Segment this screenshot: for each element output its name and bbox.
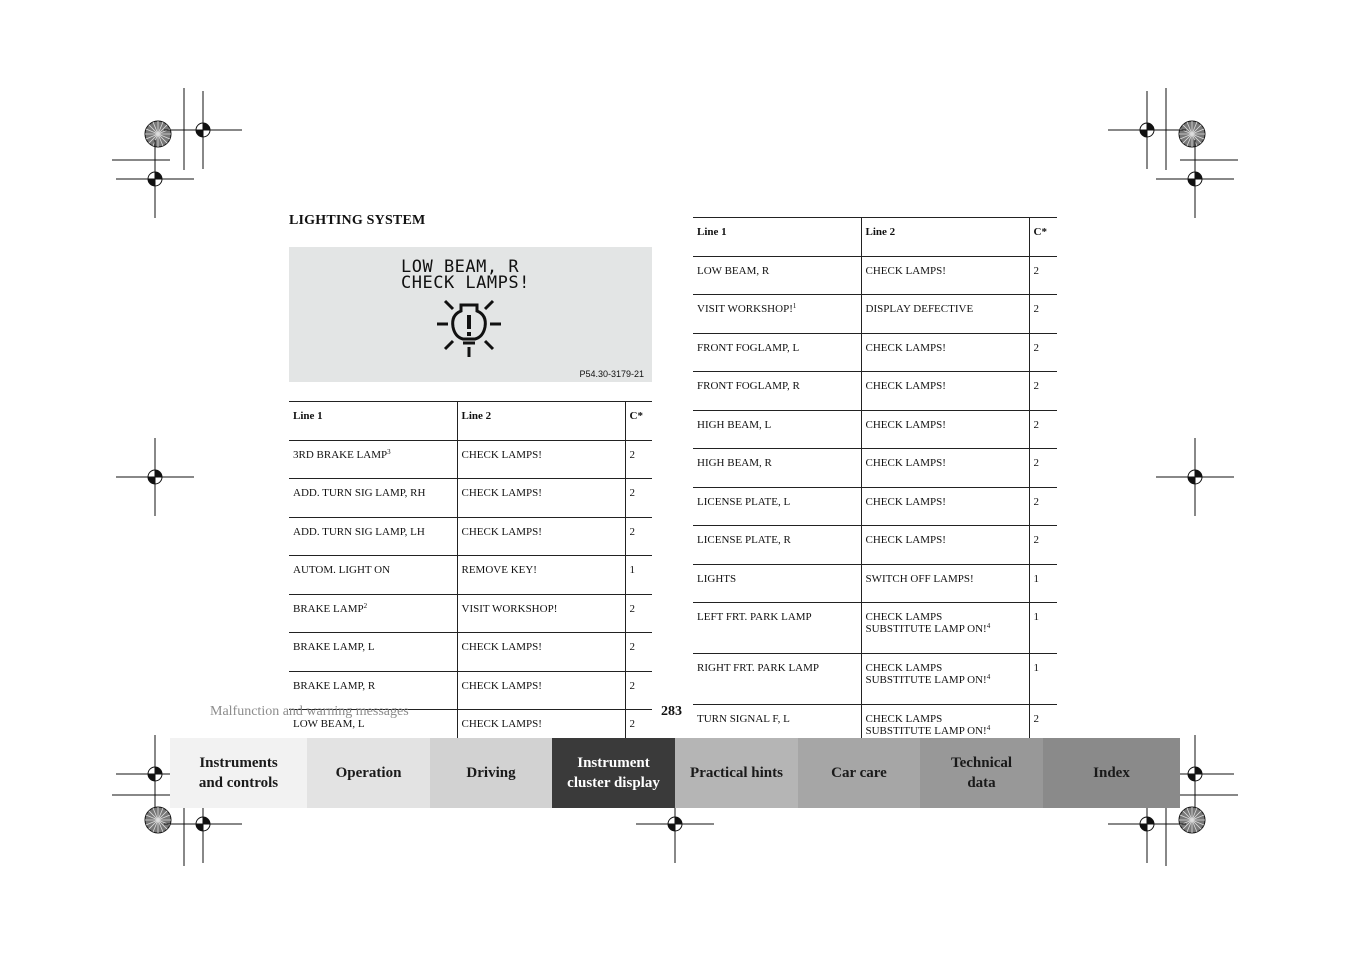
cell-c [625,556,652,595]
line-2-text: CHECK LAMPS! [865,341,946,354]
tab-label-line-1: Practical hints [690,765,783,781]
tab-label-line-2: and controls [198,775,279,791]
table-row [289,440,652,479]
line-1-text: FRONT FOGLAMP, R [697,380,800,392]
tab-label [1093,763,1130,783]
cell-line-1 [693,256,861,295]
cell-line-2 [457,517,625,556]
line-2-continued-text: SUBSTITUTE LAMP ON! [865,725,987,737]
table-row [693,449,1057,488]
tab-label-line-2: cluster display [567,775,660,791]
tab-label [831,763,887,783]
footnote-ref: 1 [792,302,797,310]
cell-line-2 [457,671,625,710]
chapter-tab-bar [170,738,1180,808]
c-value: 2 [1033,380,1039,392]
cell-line-1 [289,440,457,479]
c-value: 2 [629,602,635,615]
c-value: 2 [1033,713,1039,725]
table-row [693,487,1057,526]
cell-c [1029,449,1057,488]
tab-car-care[interactable] [798,738,920,808]
footnote-ref: 4 [986,673,991,681]
table-row [693,295,1057,334]
c-value: 2 [1033,495,1039,508]
cell-line-2 [861,487,1029,526]
c-value: 2 [1033,534,1039,546]
line-1-text: BRAKE LAMP [293,602,364,615]
cell-line-2 [861,295,1029,334]
display-text [401,259,530,291]
line-1-text: VISIT WORKSHOP! [697,303,793,315]
tab-label [951,753,1012,793]
line-2-text: CHECK LAMPS! [865,534,946,546]
cell-c [625,479,652,518]
c-value: 1 [1033,572,1039,585]
line-1-text: 3RD BRAKE LAMP [293,448,388,461]
table-row [289,479,652,518]
cell-line-2 [457,556,625,595]
section-title: LIGHTING SYSTEM [289,213,426,228]
tab-label-line-1: Operation [335,765,402,781]
c-value: 2 [629,525,635,538]
table-row [693,256,1057,295]
tab-practical-hints[interactable] [675,738,798,808]
table-row [693,526,1057,565]
tab-technical-data[interactable] [920,738,1043,808]
c-value: 2 [1033,418,1039,431]
c-value: 1 [629,564,635,576]
tab-label [466,763,515,783]
cell-c [625,440,652,479]
cell-line-2 [861,333,1029,372]
line-1-text: FRONT FOGLAMP, L [697,341,800,354]
tab-label-line-1: Instrument [577,755,650,771]
cell-line-1 [693,295,861,334]
cell-line-2 [861,526,1029,565]
line-2-text: CHECK LAMPS! [865,457,946,469]
c-value: 1 [1033,662,1039,674]
table-row [693,410,1057,449]
cell-c [1029,654,1057,705]
chapter-title: Malfunction and warning messages [210,704,409,719]
tab-label [336,763,402,783]
c-value: 2 [629,448,635,461]
line-1-text: BRAKE LAMP, L [293,641,375,653]
line-2-text: VISIT WORKSHOP! [461,602,558,615]
line-2-text: SWITCH OFF LAMPS! [865,572,974,585]
cell-line-2 [457,479,625,518]
c-value: 2 [1033,303,1039,315]
cell-line-2 [861,372,1029,411]
table-header-row [693,218,1057,257]
cell-line-1 [693,487,861,526]
table-row [289,556,652,595]
tab-driving[interactable] [430,738,552,808]
line-1-text: ADD. TURN SIG LAMP, RH [293,487,426,499]
cell-line-2 [861,564,1029,603]
tab-label [199,753,278,793]
line-1-text: LIGHTS [697,572,737,585]
line-1-text: HIGH BEAM, R [697,457,772,469]
header-line-1: Line 1 [693,218,861,257]
line-2-text: CHECK LAMPS! [865,495,946,508]
header-line-2: Line 2 [861,218,1029,257]
c-value: 1 [1033,611,1039,623]
tab-label-line-1: Car care [831,765,887,781]
cell-line-1 [693,603,861,654]
table-row [693,564,1057,603]
c-value: 2 [1033,264,1039,277]
footnote-ref: 2 [363,601,368,610]
table-row [693,603,1057,654]
c-value: 2 [1033,457,1039,469]
tab-operation[interactable] [307,738,430,808]
header-c: C* [625,402,652,441]
cell-line-1 [289,594,457,633]
cell-c [1029,526,1057,565]
line-1-text: AUTOM. LIGHT ON [293,564,391,576]
tab-label-line-1: Index [1093,765,1130,781]
line-1-text: TURN SIGNAL F, L [697,713,790,725]
tab-instruments-and-controls[interactable] [170,738,307,808]
line-2-text: CHECK LAMPS! [461,448,542,461]
header-line-2: Line 2 [457,402,625,441]
c-value: 2 [629,679,635,692]
line-1-text: LICENSE PLATE, L [697,495,791,508]
footnote-ref: 4 [986,622,991,630]
cell-c [1029,410,1057,449]
line-2-text: CHECK LAMPS! [865,418,946,431]
line-2-text: CHECK LAMPS! [865,380,946,392]
footnote-ref: 3 [387,447,391,456]
table-row [289,633,652,672]
tab-index[interactable] [1043,738,1180,808]
c-value: 2 [629,487,635,499]
cell-line-1 [693,333,861,372]
line-2-text: CHECK LAMPS! [461,679,542,692]
c-value: 2 [629,641,635,653]
tab-label-line-1: Technical [950,755,1013,771]
cell-line-1 [693,564,861,603]
cell-c [1029,295,1057,334]
cell-line-1 [289,633,457,672]
line-2-text: CHECK LAMPS! [461,487,542,499]
line-1-text: LOW BEAM, R [697,264,770,277]
table-row [289,594,652,633]
table-row [693,372,1057,411]
line-1-text: LOW BEAM, L [293,718,365,730]
figure-code: P54.30-3179-21 [579,369,644,379]
line-1-text: LICENSE PLATE, R [697,534,791,546]
cell-c [1029,256,1057,295]
line-2-text: DISPLAY DEFECTIVE [865,303,974,315]
cell-line-1 [289,479,457,518]
cell-line-2 [861,256,1029,295]
cell-c [625,633,652,672]
c-value: 2 [1033,341,1039,354]
cell-line-2 [861,654,1029,705]
line-2-text: CHECK LAMPS! [461,525,542,538]
cell-line-1 [693,372,861,411]
cell-c [625,517,652,556]
display-line-2: CHECK LAMPS! [401,273,530,293]
instrument-display-figure [289,247,652,382]
cell-line-2 [861,410,1029,449]
cell-line-2 [861,449,1029,488]
line-2-text: CHECK LAMPS [865,611,943,623]
cell-line-2 [457,633,625,672]
table-header-row [289,402,652,441]
table-row [693,654,1057,705]
tab-label-line-1: Instruments [199,755,278,771]
table-row [693,333,1057,372]
cell-c [1029,333,1057,372]
cell-line-1 [693,449,861,488]
line-1-text: HIGH BEAM, L [697,418,772,431]
line-2-text: CHECK LAMPS [865,713,943,725]
display-line-1: LOW BEAM, R [401,257,520,277]
tab-label-line-2: data [967,775,996,791]
cell-line-1 [693,654,861,705]
line-1-text: RIGHT FRT. PARK LAMP [697,662,819,674]
cell-c [625,671,652,710]
cell-line-2 [457,440,625,479]
line-1-text: BRAKE LAMP, R [293,679,376,692]
header-line-1: Line 1 [289,402,457,441]
tab-label [690,763,783,783]
cell-c [1029,487,1057,526]
line-1-text: ADD. TURN SIG LAMP, LH [293,525,425,538]
tab-instrument-cluster-display[interactable] [552,738,675,808]
line-2-text: CHECK LAMPS! [461,641,542,653]
line-2-text: REMOVE KEY! [461,564,537,576]
right-message-table [693,217,1057,756]
c-value: 2 [629,718,635,730]
lamp-warning-icon [437,295,505,359]
cell-line-1 [693,410,861,449]
line-2-text: CHECK LAMPS! [865,264,946,277]
cell-c [625,594,652,633]
cell-line-2 [861,603,1029,654]
page-number: 283 [661,704,682,719]
line-2-text: CHECK LAMPS [865,662,943,674]
cell-line-1 [289,556,457,595]
cell-c [1029,372,1057,411]
line-2-text: CHECK LAMPS! [461,718,542,730]
cell-line-2 [457,594,625,633]
footnote-ref: 4 [986,724,991,732]
header-c: C* [1029,218,1057,257]
line-2-continued-text: SUBSTITUTE LAMP ON! [865,674,987,686]
left-message-table [289,401,652,749]
cell-line-1 [693,526,861,565]
tab-label [567,753,660,793]
cell-line-1 [289,517,457,556]
line-1-text: LEFT FRT. PARK LAMP [697,611,812,623]
line-2-continued-text: SUBSTITUTE LAMP ON! [865,623,987,635]
tab-label-line-1: Driving [466,765,516,781]
cell-c [1029,603,1057,654]
cell-c [1029,564,1057,603]
table-row [289,517,652,556]
